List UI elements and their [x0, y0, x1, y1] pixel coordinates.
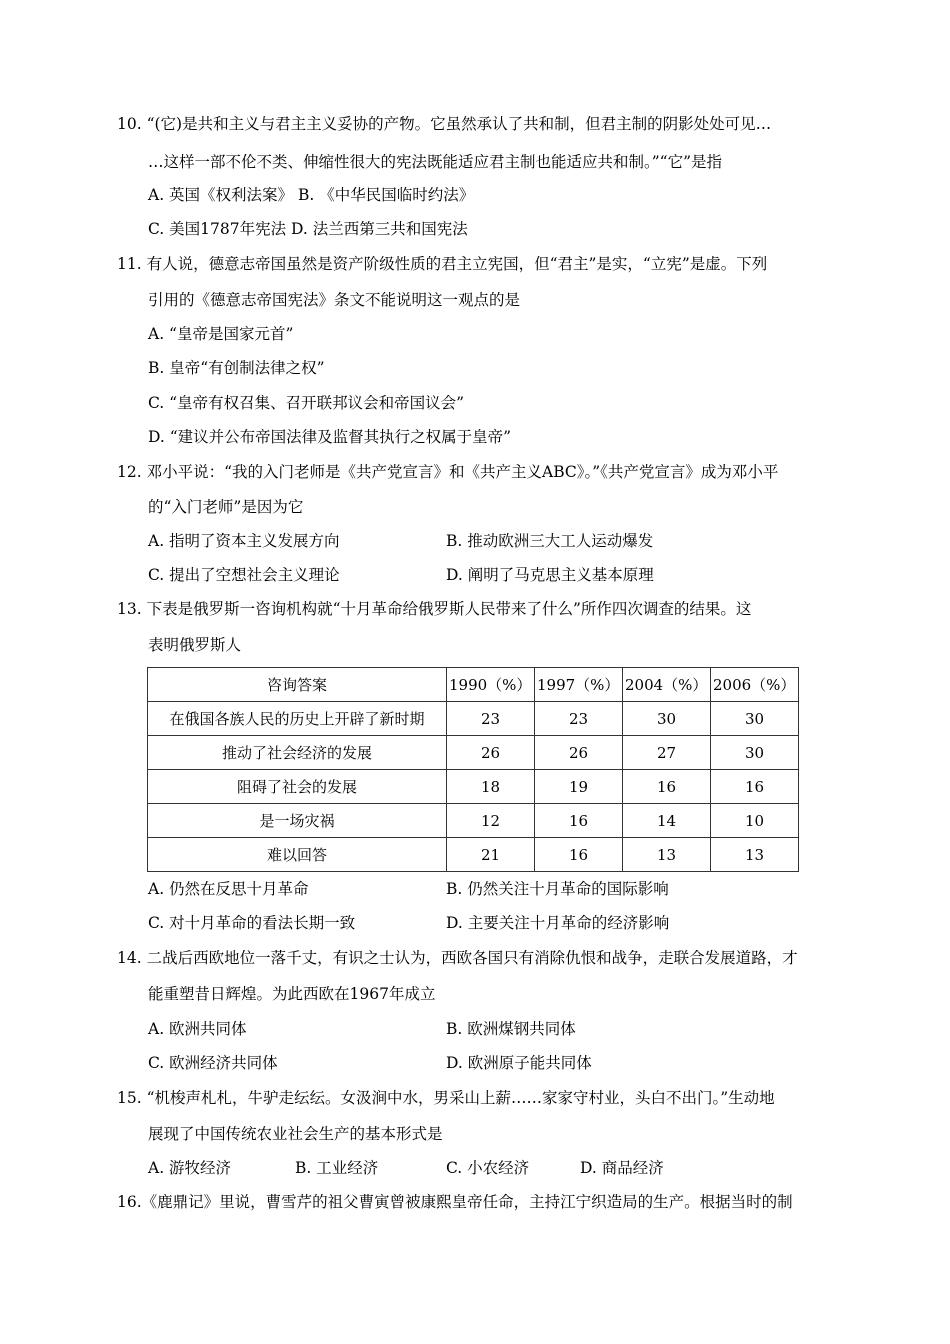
table-header-cell: 1990（%） [447, 668, 535, 702]
q13-option-b: B. 仍然关注十月革命的国际影响 [446, 880, 669, 898]
table-cell: 14 [623, 804, 711, 838]
q10-stem-line1: 10. “(它)是共和主义与君主主义妥协的产物。它虽然承认了共和制，但君主制的阴影处处可见… [117, 115, 772, 133]
q15-stem-line1: 15. “机梭声札札，牛驴走纭纭。女汲涧中水，男采山上薪……家家守村业，头白不出门。”生动地 [117, 1089, 775, 1107]
table-row [148, 770, 799, 804]
q11-option-d: D. “建议并公布帝国法律及监督其执行之权属于皇帝” [148, 428, 512, 446]
table-header-cell: 2006（%） [711, 668, 799, 702]
table-row [148, 736, 799, 770]
table-cell: 18 [447, 770, 535, 804]
table-cell: 23 [447, 702, 535, 736]
q10-options-cd: C. 美国1787年宪法 D. 法兰西第三共和国宪法 [148, 220, 468, 238]
q12-option-a: A. 指明了资本主义发展方向 [148, 532, 340, 550]
table-cell: 是一场灾祸 [148, 804, 447, 838]
q11-option-c: C. “皇帝有权召集、召开联邦议会和帝国议会” [148, 394, 465, 412]
q11-stem-line1: 11. 有人说，德意志帝国虽然是资产阶级性质的君主立宪国，但“君主”是实，“立宪”是虚。下列 [117, 255, 768, 273]
table-cell: 26 [447, 736, 535, 770]
q11-option-a: A. “皇帝是国家元首” [148, 325, 294, 343]
q13-option-a: A. 仍然在反思十月革命 [148, 880, 309, 898]
table-row [148, 804, 799, 838]
q12-option-c: C. 提出了空想社会主义理论 [148, 566, 340, 584]
survey-table [147, 667, 799, 872]
table-header-cell: 1997（%） [535, 668, 623, 702]
q13-stem-line2: 表明俄罗斯人 [148, 636, 242, 654]
table-cell: 16 [623, 770, 711, 804]
q15-option-b: B. 工业经济 [295, 1159, 379, 1177]
q13-option-d: D. 主要关注十月革命的经济影响 [446, 914, 670, 932]
table-cell: 阻碍了社会的发展 [148, 770, 447, 804]
table-cell: 30 [623, 702, 711, 736]
q14-option-b: B. 欧洲煤钢共同体 [446, 1020, 576, 1038]
q14-option-d: D. 欧洲原子能共同体 [446, 1054, 592, 1072]
q10-stem-line2: …这样一部不伦不类、伸缩性很大的宪法既能适应君主制也能适应共和制。”“它”是指 [148, 153, 723, 171]
q15-option-a: A. 游牧经济 [148, 1159, 232, 1177]
table-cell: 推动了社会经济的发展 [148, 736, 447, 770]
table-cell: 10 [711, 804, 799, 838]
table-cell: 13 [623, 838, 711, 872]
q11-option-b: B. 皇帝“有创制法律之权” [148, 359, 325, 377]
q12-option-b: B. 推动欧洲三大工人运动爆发 [446, 532, 654, 550]
q16-stem-line1: 16.《鹿鼎记》里说，曹雪芹的祖父曹寅曾被康熙皇帝任命，主持江宁织造局的生产。根据当时的制 [117, 1193, 793, 1211]
table-cell: 21 [447, 838, 535, 872]
q13-option-c: C. 对十月革命的看法长期一致 [148, 914, 356, 932]
q14-stem-line2: 能重塑昔日辉煌。为此西欧在1967年成立 [148, 985, 436, 1003]
table-cell: 27 [623, 736, 711, 770]
table-cell: 16 [711, 770, 799, 804]
table-cell: 16 [535, 804, 623, 838]
q14-option-a: A. 欧洲共同体 [148, 1020, 247, 1038]
table-cell: 30 [711, 702, 799, 736]
table-cell: 难以回答 [148, 838, 447, 872]
table-row [148, 838, 799, 872]
q14-stem-line1: 14. 二战后西欧地位一落千丈，有识之士认为，西欧各国只有消除仇恨和战争，走联合发展道路，才 [117, 949, 798, 967]
q13-stem-line1: 13. 下表是俄罗斯一咨询机构就“十月革命给俄罗斯人民带来了什么”所作四次调查的结果。这 [117, 600, 752, 618]
q12-stem-line1: 12. 邓小平说：“我的入门老师是《共产党宣言》和《共产主义ABC》。”《共产党宣言》成为邓小平 [117, 463, 779, 481]
table-cell: 16 [535, 838, 623, 872]
q12-option-d: D. 阐明了马克思主义基本原理 [446, 566, 654, 584]
table-cell: 23 [535, 702, 623, 736]
table-row [148, 702, 799, 736]
q10-options-ab: A. 英国《权利法案》 B. 《中华民国临时约法》 [148, 186, 475, 204]
q15-stem-line2: 展现了中国传统农业社会生产的基本形式是 [148, 1125, 443, 1143]
q14-option-c: C. 欧洲经济共同体 [148, 1054, 278, 1072]
q15-option-c: C. 小农经济 [446, 1159, 530, 1177]
table-cell: 30 [711, 736, 799, 770]
table-cell: 在俄国各族人民的历史上开辟了新时期 [148, 702, 447, 736]
table-header-cell: 咨询答案 [148, 668, 447, 702]
q11-stem-line2: 引用的《德意志帝国宪法》条文不能说明这一观点的是 [148, 291, 521, 309]
q15-option-d: D. 商品经济 [580, 1159, 664, 1177]
q12-stem-line2: 的“入门老师”是因为它 [148, 498, 304, 516]
table-cell: 12 [447, 804, 535, 838]
table-header-cell: 2004（%） [623, 668, 711, 702]
table-header-row [148, 668, 799, 702]
table-cell: 13 [711, 838, 799, 872]
table-cell: 19 [535, 770, 623, 804]
table-cell: 26 [535, 736, 623, 770]
